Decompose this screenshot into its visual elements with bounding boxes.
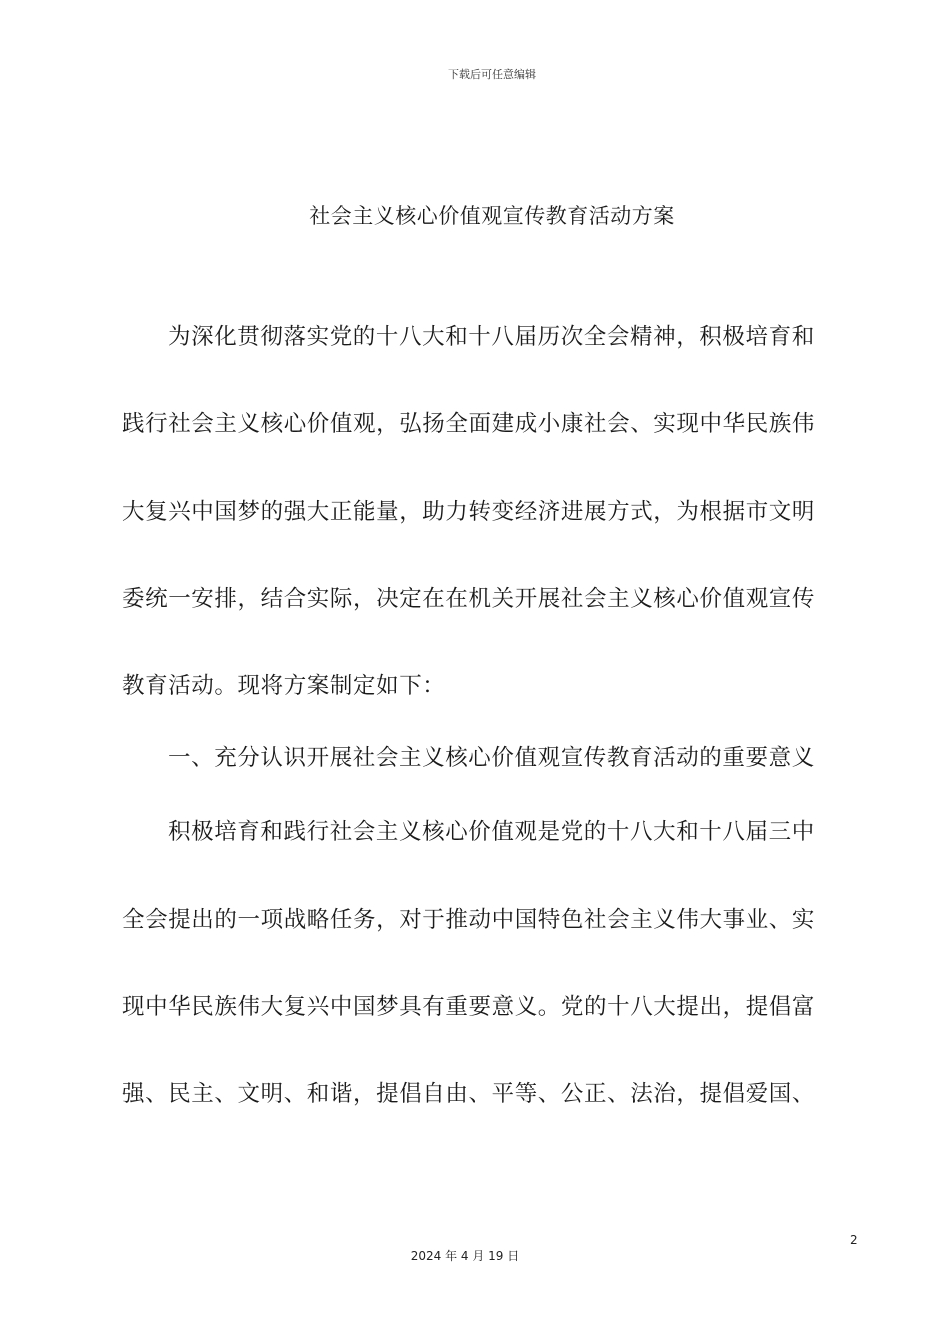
section-heading: 一、充分认识开展社会主义核心价值观宣传教育活动的重要意义	[168, 745, 815, 771]
document-title: 社会主义核心价值观宣传教育活动方案	[309, 204, 675, 228]
footer-date: 2024 年 4 月 19 日	[410, 1249, 520, 1263]
paragraph-line: 为深化贯彻落实党的十八大和十八届历次全会精神，积极培育和	[168, 324, 815, 350]
paragraph-line: 大复兴中国梦的强大正能量，助力转变经济进展方式，为根据市文明	[122, 499, 816, 525]
page-number: 2	[850, 1233, 858, 1247]
paragraph-line: 践行社会主义核心价值观，弘扬全面建成小康社会、实现中华民族伟	[122, 411, 816, 437]
paragraph-line: 现中华民族伟大复兴中国梦具有重要意义。党的十八大提出，提倡富	[122, 994, 816, 1020]
header-note: 下载后可任意编辑	[448, 68, 536, 81]
paragraph-line: 全会提出的一项战略任务，对于推动中国特色社会主义伟大事业、实	[122, 907, 816, 933]
paragraph-line: 委统一安排，结合实际，决定在在机关开展社会主义核心价值观宣传	[122, 586, 816, 612]
paragraph-line: 积极培育和践行社会主义核心价值观是党的十八大和十八届三中	[168, 819, 815, 845]
paragraph-line: 教育活动。现将方案制定如下：	[122, 673, 446, 699]
paragraph-line: 强、民主、文明、和谐，提倡自由、平等、公正、法治，提倡爱国、	[122, 1081, 816, 1107]
